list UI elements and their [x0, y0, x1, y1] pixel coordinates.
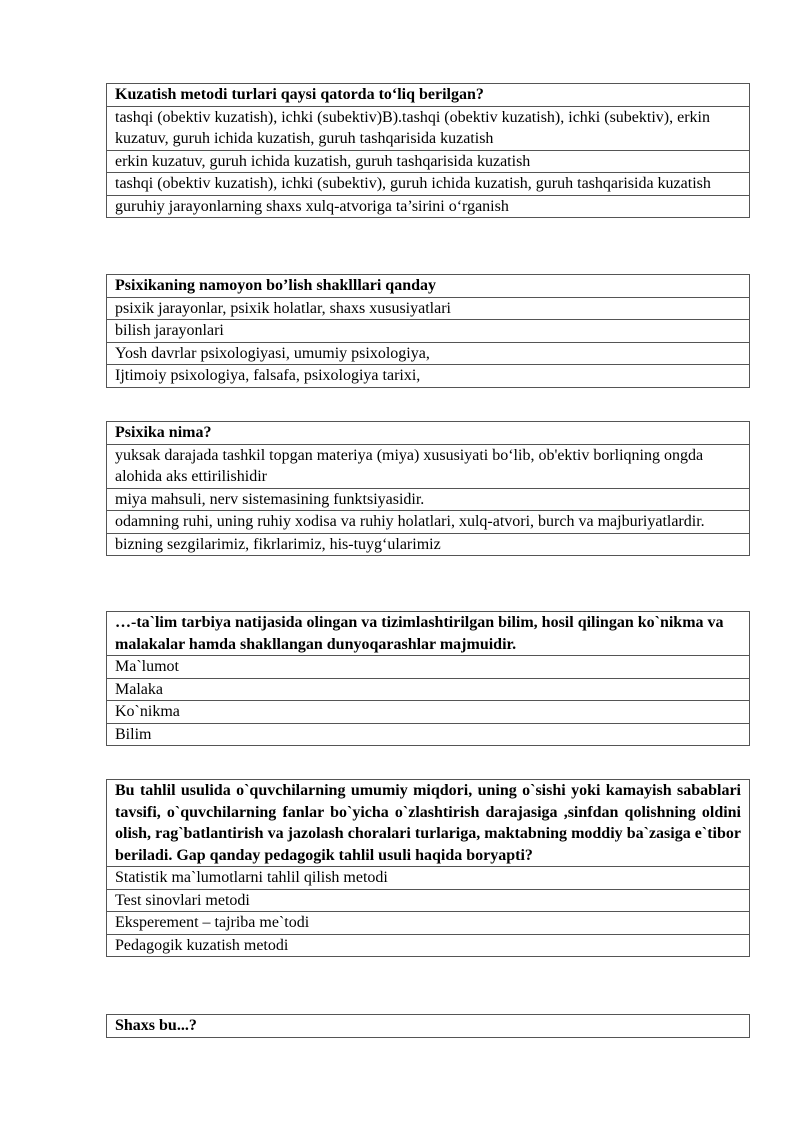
question-text: Psixikaning namoyon bo’lish shaklllari qanday [107, 275, 750, 298]
answer-option: yuksak darajada tashkil topgan materiya (miya) xususiyati bo‘lib, ob'ektiv borliqning ongda alohida aks ettirilishidir [107, 444, 750, 488]
answer-option: Bilim [107, 723, 750, 746]
question-table-1 [106, 83, 750, 218]
answer-option: Pedagogik kuzatish metodi [107, 934, 750, 957]
question-text: Kuzatish metodi turlari qaysi qatorda to‘liq berilgan? [107, 84, 750, 107]
question-table-4 [106, 611, 750, 746]
answer-option: Eksperement – tajriba me`todi [107, 912, 750, 935]
question-table-6 [106, 1014, 750, 1038]
answer-option: Ijtimoiy psixologiya, falsafa, psixologiya tarixi, [107, 365, 750, 388]
answer-option: Malaka [107, 678, 750, 701]
question-table-2 [106, 274, 750, 388]
answer-option: bizning sezgilarimiz, fikrlarimiz, his-tuyg‘ularimiz [107, 533, 750, 556]
answer-option: Yosh davrlar psixologiyasi, umumiy psixologiya, [107, 342, 750, 365]
answer-option: psixik jarayonlar, psixik holatlar, shaxs xususiyatlari [107, 297, 750, 320]
answer-option: tashqi (obektiv kuzatish), ichki (subektiv)B).tashqi (obektiv kuzatish), ichki (subektiv), erkin kuzatuv, guruh ichida kuzatish, guruh tashqarisida kuzatish [107, 106, 750, 150]
question-text: Shaxs bu...? [107, 1015, 750, 1038]
answer-option: erkin kuzatuv, guruh ichida kuzatish, guruh tashqarisida kuzatish [107, 150, 750, 173]
answer-option: Ko`nikma [107, 701, 750, 724]
answer-option: Statistik ma`lumotlarni tahlil qilish metodi [107, 867, 750, 890]
question-table-5 [106, 779, 750, 957]
question-table-3 [106, 421, 750, 556]
question-text: Psixika nima? [107, 422, 750, 445]
answer-option: odamning ruhi, uning ruhiy xodisa va ruhiy holatlari, xulq-atvori, burch va majburiyatlardir. [107, 511, 750, 534]
answer-option: Test sinovlari metodi [107, 889, 750, 912]
answer-option: miya mahsuli, nerv sistemasining funktsiyasidir. [107, 488, 750, 511]
answer-option: guruhiy jarayonlarning shaxs xulq-atvoriga ta’sirini o‘rganish [107, 195, 750, 218]
question-text: Bu tahlil usulida o`quvchilarning umumiy miqdori, uning o`sishi yoki kamayish sabablari tavsifi, o`quvchilarning fanlar bo`yicha o`zlashtirish darajasiga ,sinfdan qolishning oldini olish, rag`batlantirish va jazolash choralari turlariga, maktabning moddiy ba`zasiga e`tibor beriladi. Gap qanday pedagogik tahlil usuli haqida boryapti? [107, 780, 750, 867]
answer-option: Ma`lumot [107, 656, 750, 679]
answer-option: bilish jarayonlari [107, 320, 750, 343]
answer-option: tashqi (obektiv kuzatish), ichki (subektiv), guruh ichida kuzatish, guruh tashqarisida kuzatish [107, 173, 750, 196]
question-text: …-ta`lim tarbiya natijasida olingan va tizimlashtirilgan bilim, hosil qilingan ko`nikma va malakalar hamda shakllangan dunyoqarashlar majmuidir. [107, 612, 750, 656]
